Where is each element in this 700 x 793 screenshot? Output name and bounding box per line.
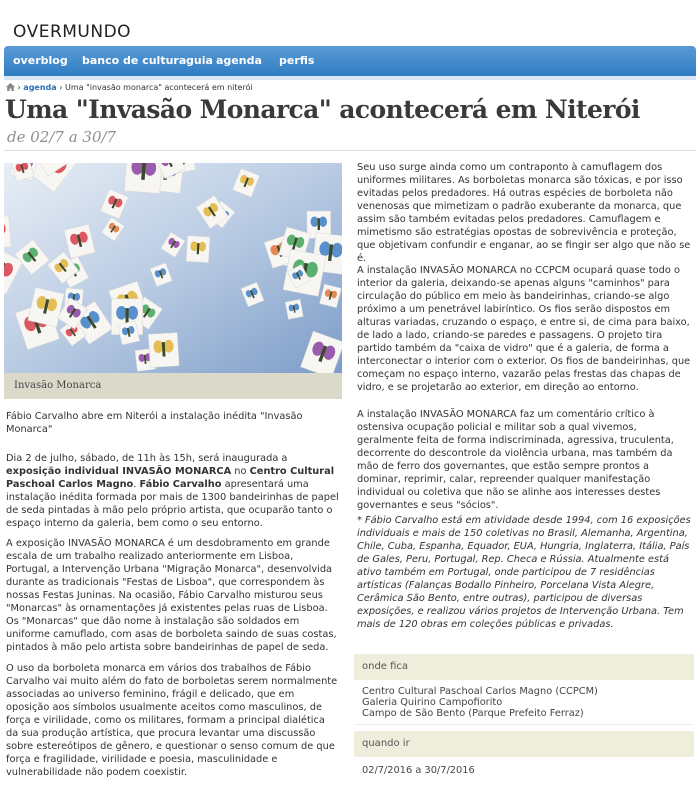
- paragraph-3: O uso da borboleta monarca em vários dos trabalhos de Fábio Carvalho vai muito além do fato de borboletas serem normalmente associadas ao universo feminino, frágil e delicado, que em oposição aos símbolos usualmente aceitos como masculinos, de força e virilidade, como os militares, formam a principal dialética da sua produção artística, que procura levantar uma discussão sobre estereótipos de gênero, e questionar o senso comum de que força e fragilidade, virilidade e poesia, masculinidade e vulnerabilidade não podem coexistir.: [6, 663, 338, 778]
- butterfly-flags-image: [4, 163, 342, 373]
- date-range-info: 02/7/2016 a 30/7/2016: [362, 765, 475, 776]
- image-caption: Invasão Monarca: [14, 380, 102, 391]
- page-title: Uma "Invasão Monarca" acontecerá em Niterói: [5, 95, 640, 124]
- nav-banco-de-cultura[interactable]: banco de cultura: [82, 54, 187, 67]
- place-1[interactable]: Centro Cultural Paschoal Carlos Magno (CCPCM): [362, 686, 598, 697]
- breadcrumb: › agenda › Uma "invasão monarca" acontecerá em niterói: [6, 83, 253, 92]
- paragraph-2: A exposição INVASÃO MONARCA é um desdobramento em grande escala de um trabalho realizado anteriormente em Lisboa, Portugal, a Intervenção Urbana "Migração Monarca", desenvolvida durante as tradicionais "Festas de Lisboa", que correspondem às nossas Festas Juninas. Na ocasião, Fábio Carvalho misturou seus "Monarcas" às ornamentações já existentes pelas ruas de Lisboa. Os "Monarcas" que dão nome à instalação são soldados em uniforme camuflado, com asas de borboleta saindo de suas costas, pintados à mão pelo artista sobre bandeirinhas de papel de seda.: [6, 538, 337, 653]
- nav-guia[interactable]: guia: [186, 54, 213, 67]
- place-2[interactable]: Galeria Quirino Campofiorito: [362, 697, 503, 708]
- info-divider: [354, 724, 694, 725]
- nav-substrip: [4, 76, 696, 80]
- article-photo[interactable]: [4, 163, 342, 373]
- breadcrumb-agenda[interactable]: agenda: [23, 83, 57, 92]
- site-header: [0, 0, 700, 46]
- paragraph-right-1: Seu uso surge ainda como um contraponto à camuflagem dos uniformes militares. As borboletas monarca são tóxicas, e por isso evitadas pelos predadores. Há outras espécies de borboleta não venenosas que mimetizam o padrão exuberante da monarca, que assim são também evitadas pelos predadores. Camuflagem e mimetismo são estratégias opostas de sobrevivência e proteção, que objetivam confundir e enganar, ao se fingir ser algo que não se é.: [357, 162, 691, 264]
- image-caption-bar: [4, 373, 342, 399]
- when-header: quando ir: [354, 731, 694, 757]
- place-3[interactable]: Campo de São Bento (Parque Prefeito Ferraz): [362, 708, 584, 719]
- nav-overblog[interactable]: overblog: [13, 54, 68, 67]
- article-lead: Fábio Carvalho abre em Niterói a instalação inédita "Invasão Monarca": [6, 411, 303, 435]
- paragraph-right-2: A instalação INVASÃO MONARCA no CCPCM ocupará quase todo o interior da galeria, deixando-se apenas alguns "caminhos" para circulação do público em meio às bandeirinhas, criando-se algo próximo a um penetrável labiríntico. Os fios serão dispostos em alturas variadas, cruzando o espaço, e entre si, de cima para baixo, de lado a lado, criando-se paredes e passagens. O projeto tira partido também da "caixa de vidro" que é a galeria, de forma a interconectar o interior com o exterior. Os fios de bandeirinhas, que começam no espaço interno, vazarão pelas frestas das chapas de vidro, e se projetarão ao exterior, em direção ao entorno.: [357, 265, 691, 393]
- paragraph-1: Dia 2 de julho, sábado, de 11h às 15h, será inaugurada a exposição individual INVASÃO MONARCA no Centro Cultural Paschoal Carlos Magno. Fábio Carvalho apresentará uma instalação inédita formada por mais de 1300 bandeirinhas de papel de seda pintadas à mão pelo próprio artista, que ocuparão tanto o espaço interno da galeria, bem como o seu entorno.: [6, 453, 339, 529]
- artist-bio: * Fábio Carvalho está em atividade desde 1994, com 16 exposições individuais e mais de 150 coletivas no Brasil, Alemanha, Argentina, Chile, Cuba, Espanha, Equador, EUA, Hungria, Inglaterra, Itália, País de Gales, Peru, Portugal, Rep. Checa e Rússia. Atualmente está ativo também em Portugal, onde participou de 7 residências artísticas (Falanças Bodallo Pinheiro, Porcelana Vista Alegre, Cerâmica São Bento, entre outras), participou de diversas exposições, e realizou vários projetos de Intervenção Urbana. Tem mais de 120 obras em coleções públicas e privadas.: [357, 515, 691, 630]
- breadcrumb-current: Uma "invasão monarca" acontecerá em niterói: [64, 83, 253, 92]
- nav-agenda[interactable]: agenda: [216, 54, 262, 67]
- home-icon[interactable]: [6, 83, 15, 91]
- nav-perfis[interactable]: perfis: [279, 54, 315, 67]
- paragraph-right-3: A instalação INVASÃO MONARCA faz um comentário crítico à ostensiva ocupação policial e militar sob a qual vivemos, geralmente feita de forma indiscriminada, agressiva, truculenta, decorrente do descontrole da violência urbana, mas também da mão de ferro dos governantes, que estão sempre prontos a dominar, reprimir, calar, repreender qualquer manifestação individual ou coletiva que não se alinhe aos interesses destes governantes e seus "sócios".: [357, 409, 674, 511]
- date-range: de 02/7 a 30/7: [7, 128, 117, 146]
- main-nav: [4, 46, 696, 76]
- divider: [4, 150, 696, 151]
- site-logo[interactable]: OVERMUNDO: [13, 22, 132, 42]
- where-header: onde fica: [354, 654, 694, 680]
